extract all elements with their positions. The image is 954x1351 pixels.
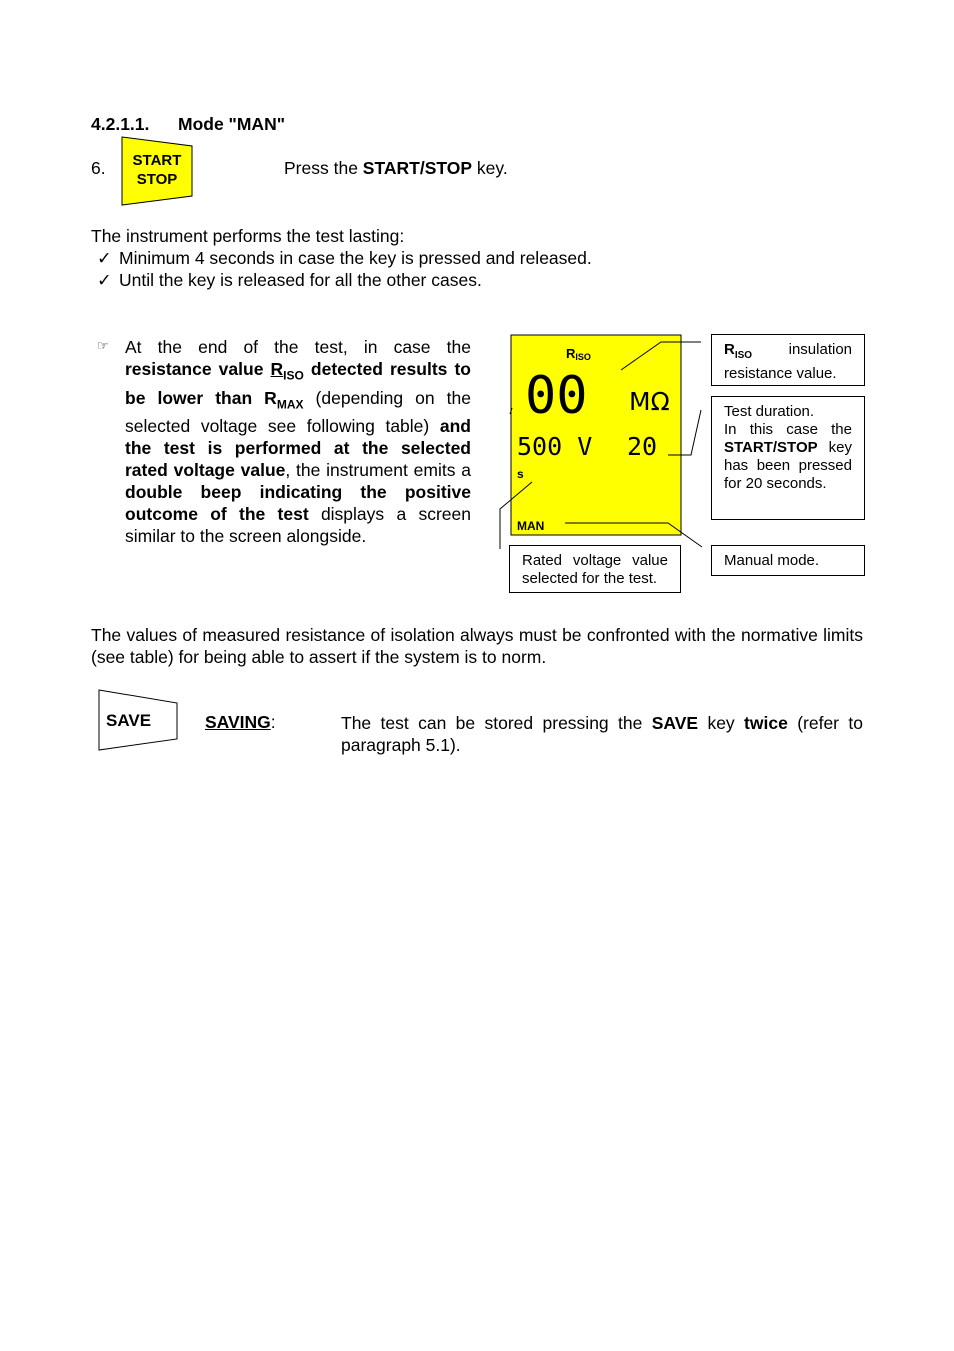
lcd-unit: MΩ <box>629 387 670 416</box>
callout-rated-voltage: Rated voltage value selected for the test. <box>509 545 681 593</box>
callout-riso: $R_{ISO}$ insulation resistance value. <box>711 334 865 386</box>
lcd-riso-label: RISO <box>566 346 591 362</box>
section-number: 4.2.1.1. <box>91 114 150 134</box>
save-key-icon <box>98 689 178 751</box>
save-key-label: SAVE <box>106 711 152 730</box>
lcd-mode: MAN <box>517 519 545 533</box>
saving-label: SAVING: <box>205 712 276 732</box>
callout-manual-mode: Manual mode. <box>711 545 865 576</box>
list-item: ✓ Until the key is released for all the other cases. <box>97 270 482 290</box>
lcd-voltage: 500 V <box>517 432 593 461</box>
callout-test-duration: Test duration. In this case the START/STOP key has been pressed for 20 seconds. <box>711 396 865 520</box>
lcd-value: 00 <box>525 366 588 426</box>
start-stop-key-icon <box>121 136 193 206</box>
duration-intro: The instrument performs the test lasting: <box>91 226 405 246</box>
list-item: ✓ Minimum 4 seconds in case the key is pressed and released. <box>97 248 592 268</box>
stop-key-label: STOP <box>136 171 178 188</box>
pointing-hand-icon: ☞ <box>97 338 109 353</box>
note-paragraph: At the end of the test, in case the resistance value $R_{ISO}$ detected results to be lower than $R_{MAX}$ (depending on the selected voltage see following table) and the test is performed at the selected rated voltage value, the instrument emits a double beep indicating the positive outcome of the test displays a screen similar to the screen alongside. <box>125 337 471 546</box>
limits-paragraph: The values of measured resistance of isolation always must be confronted with the normative limits (see table) for being able to assert if the system is to norm. <box>91 625 863 667</box>
lcd-seconds-label: s <box>517 467 524 481</box>
start-key-label: START <box>132 152 182 169</box>
section-title: Mode "MAN" <box>178 114 285 134</box>
step-number: 6. <box>91 158 106 178</box>
check-icon: ✓ <box>97 270 112 290</box>
check-icon: ✓ <box>97 248 112 268</box>
step-instruction: Press the START/STOP key. <box>284 158 508 178</box>
saving-text: The test can be stored pressing the SAVE key twice (refer to paragraph 5.1). <box>341 713 863 755</box>
section-heading <box>91 114 285 135</box>
lcd-time: 20 <box>627 432 658 461</box>
